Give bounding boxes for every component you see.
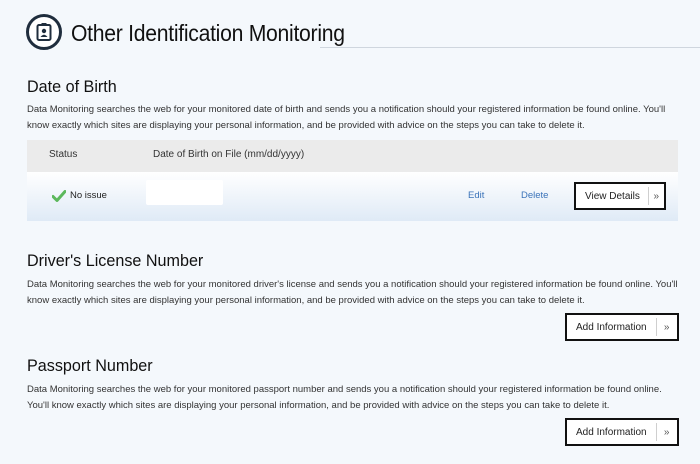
chevron-right-icon: » <box>663 426 670 438</box>
page-header <box>26 14 678 50</box>
title-divider <box>320 47 700 48</box>
delete-link[interactable]: Delete <box>521 190 549 201</box>
dob-table-header <box>27 140 678 172</box>
license-description: Data Monitoring searches the web for your monitored driver's license and sends you a notification should your registered information be found online. You'll know exactly which sites are displaying your personal information, and be provided with advice on the steps you can take to delete it. <box>27 279 678 306</box>
id-badge-icon <box>26 14 62 50</box>
column-dob: Date of Birth on File (mm/dd/yyyy) <box>153 149 305 160</box>
dob-section-title: Date of Birth <box>27 77 117 96</box>
add-information-label: Add Information <box>576 321 647 333</box>
edit-link[interactable]: Edit <box>468 190 485 201</box>
dob-description: Data Monitoring searches the web for your monitored date of birth and sends you a notification should your registered information be found online. You'll know exactly which sites are displaying your personal information, and be provided with advice on the steps you can take to delete it. <box>27 104 666 131</box>
status-text: No issue <box>70 190 107 201</box>
passport-add-information-button[interactable] <box>565 418 679 446</box>
add-information-label: Add Information <box>576 426 647 438</box>
passport-description: Data Monitoring searches the web for your monitored passport number and sends you a notification should your registered information be found online. You'll know exactly which sites are displaying your personal information, and be provided with advice on the steps you can take to delete it. <box>27 384 662 411</box>
license-section-title: Driver's License Number <box>27 251 204 270</box>
view-details-label: View Details <box>585 190 640 202</box>
passport-section-title: Passport Number <box>27 356 153 375</box>
chevron-right-icon: » <box>653 190 660 202</box>
table-row <box>27 172 678 221</box>
column-status: Status <box>49 149 78 160</box>
license-add-information-button[interactable] <box>565 313 679 341</box>
chevron-right-icon: » <box>663 321 670 333</box>
check-icon <box>52 190 66 202</box>
view-details-button[interactable] <box>574 182 666 210</box>
page-title: Other Identification Monitoring <box>71 20 345 46</box>
dob-value-field <box>146 180 223 205</box>
